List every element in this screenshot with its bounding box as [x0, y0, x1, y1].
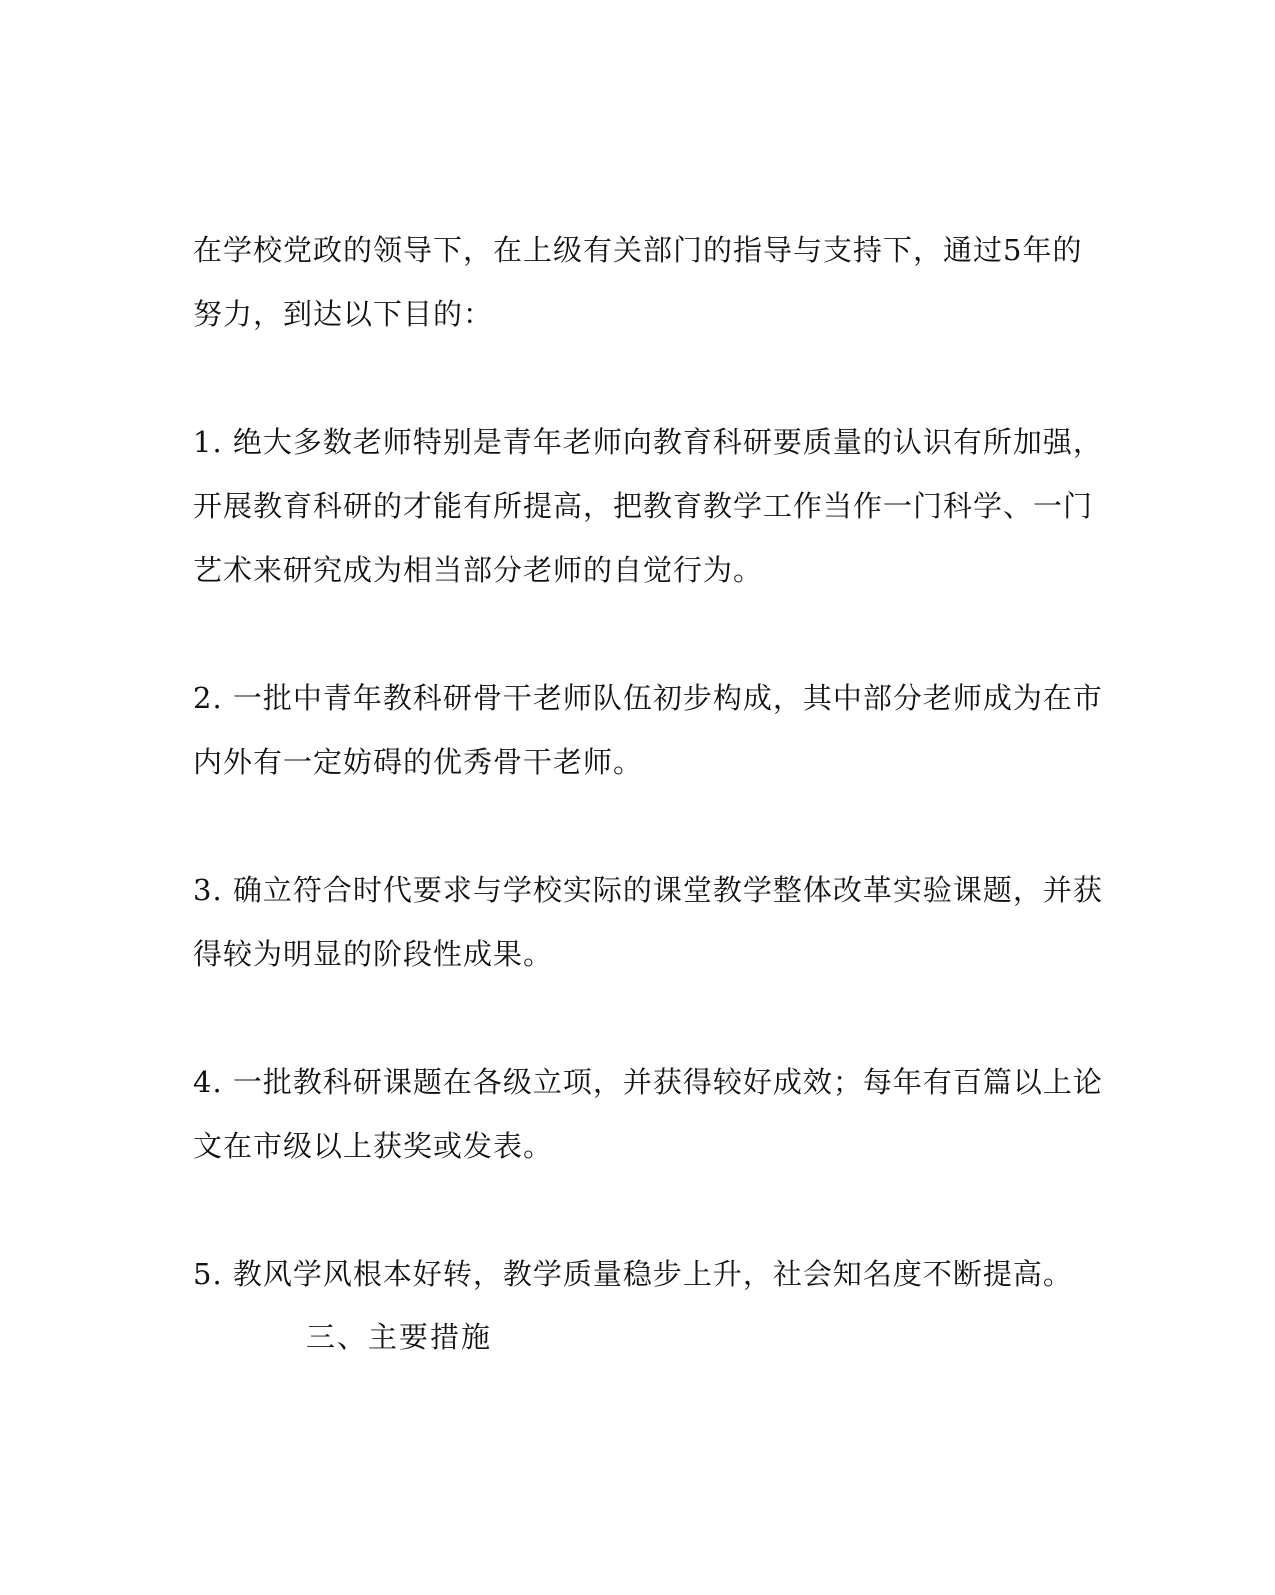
item-1-line-1: 1. 绝大多数老师特别是青年老师向教育科研要质量的认识有所加强， — [193, 425, 1103, 459]
item-3-line-1: 3. 确立符合时代要求与学校实际的课堂教学整体改革实验课题，并获 — [193, 873, 1103, 907]
intro-line-1: 在学校党政的领导下，在上级有关部门的指导与支持下，通过5年的 — [193, 233, 1083, 267]
item-4-line-2: 文在市级以上获奖或发表。 — [193, 1129, 554, 1163]
item-2-line-1: 2. 一批中青年教科研骨干老师队伍初步构成，其中部分老师成为在市 — [193, 681, 1103, 715]
item-5-line-1: 5. 教风学风根本好转，教学质量稳步上升，社会知名度不断提高。 — [193, 1257, 1073, 1291]
item-2-line-2: 内外有一定妨碍的优秀骨干老师。 — [193, 745, 644, 779]
item-4-line-1: 4. 一批教科研课题在各级立项，并获得较好成效；每年有百篇以上论 — [193, 1065, 1103, 1099]
item-1-line-3: 艺术来研究成为相当部分老师的自觉行为。 — [193, 553, 764, 587]
item-3-line-2: 得较为明显的阶段性成果。 — [193, 937, 554, 971]
section-heading: 三、主要措施 — [306, 1320, 493, 1354]
intro-line-2: 努力，到达以下目的： — [193, 297, 494, 331]
item-1-line-2: 开展教育科研的才能有所提高，把教育教学工作当作一门科学、一门 — [193, 489, 1094, 523]
